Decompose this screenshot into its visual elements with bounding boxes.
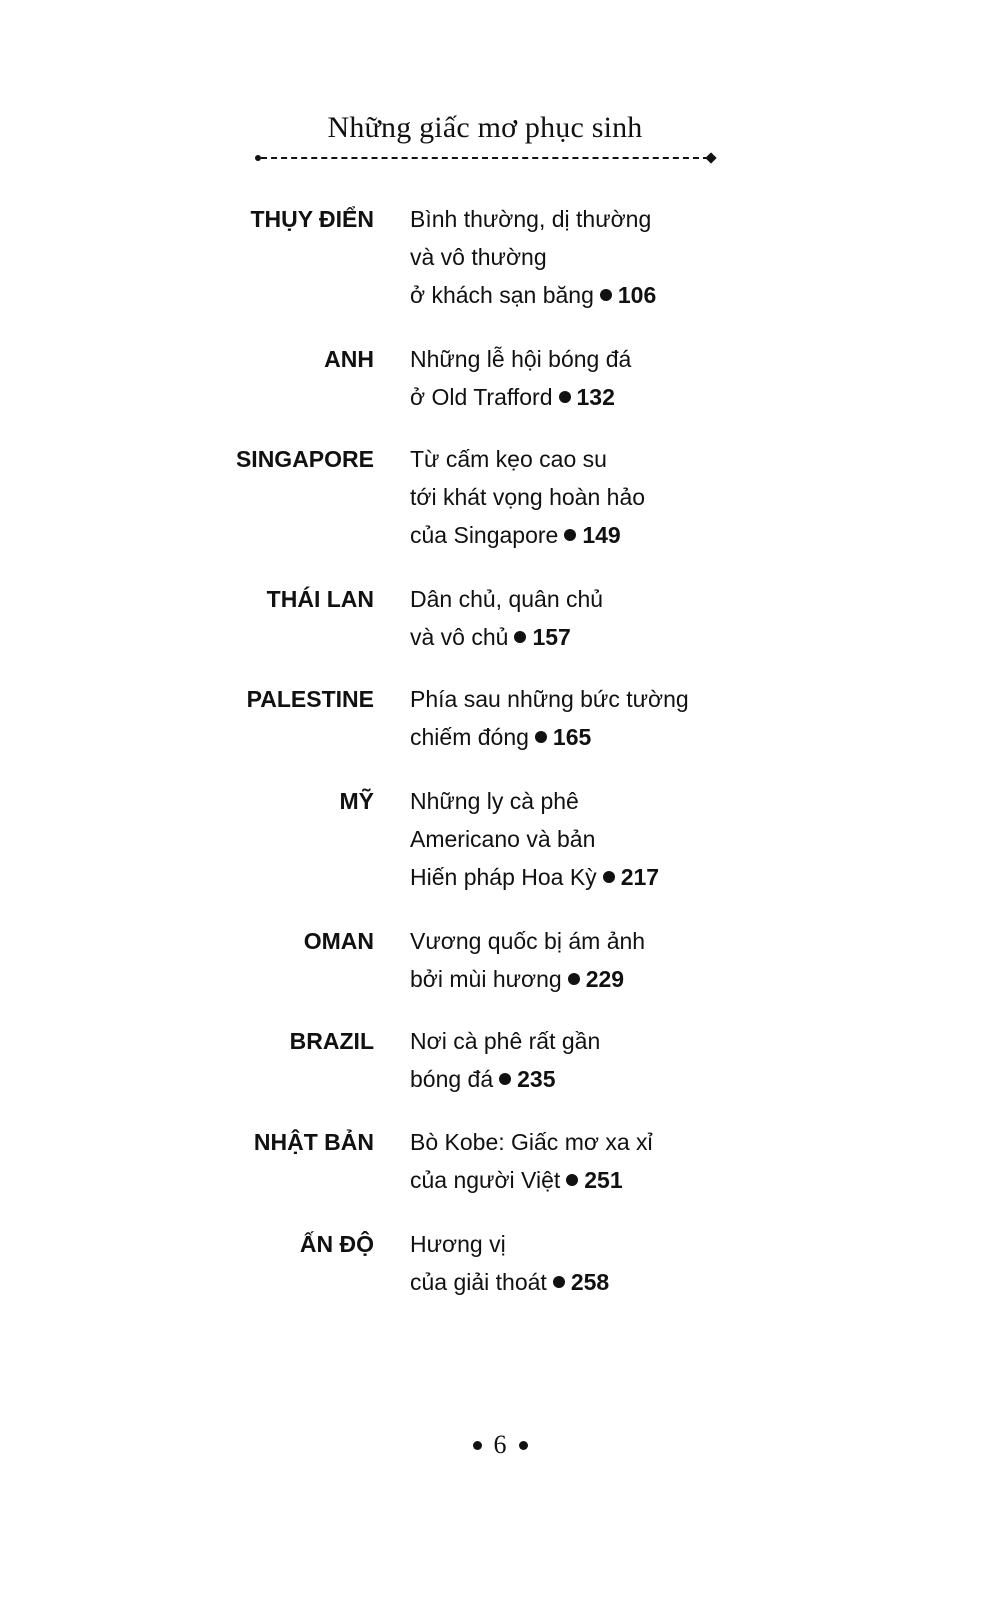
toc-title-line [410,1022,750,1060]
bullet-dot-icon [553,1276,565,1288]
toc-entry [200,580,750,656]
toc-entry [200,1022,750,1098]
footer-left-dot-icon [473,1441,482,1450]
toc-title-text: Vương quốc bị ám ảnh [410,928,646,954]
toc-title-text: Americano và bản [410,826,596,852]
toc-country: NHẬT BẢN [253,1129,374,1155]
bullet-dot-icon [600,289,612,301]
toc-title-line [410,1060,750,1098]
toc-title-line [410,858,750,896]
toc-title-text: Bò Kobe: Giấc mơ xa xỉ [410,1129,653,1155]
toc-title-line [410,378,750,416]
toc-title-line [410,718,750,756]
toc-title-text: bóng đá [410,1066,494,1092]
toc-title-text: ở Old Trafford [410,384,553,410]
toc-title-line [410,440,750,478]
toc-title-text: Dân chủ, quân chủ [410,586,604,612]
rule-dashed-line [261,157,709,159]
toc-title-text: và vô thường [410,244,547,270]
toc-title-line [410,200,750,238]
toc-entry [200,340,750,416]
toc-title-line [410,820,750,858]
toc-title-text: Từ cấm kẹo cao su [410,446,607,472]
bullet-dot-icon [559,391,571,403]
bullet-dot-icon [535,731,547,743]
toc-title-text: Những ly cà phê [410,788,579,814]
toc-title-text: Những lễ hội bóng đá [410,346,632,372]
toc-title-text: Phía sau những bức tường [410,686,689,712]
toc-chapter-title [410,782,750,896]
toc-page-number: 132 [576,384,615,410]
book-section-title: Những giấc mơ phục sinh [327,111,643,144]
toc-title-text: Hương vị [410,1231,506,1257]
toc-country: ẤN ĐỘ [299,1231,374,1257]
toc-chapter-title [410,1022,750,1098]
toc-country: OMAN [303,928,374,954]
toc-entry [200,200,750,314]
footer-right-dot-icon [519,1441,528,1450]
toc-entry [200,440,750,554]
toc-page-number: 149 [582,522,621,548]
running-header [255,108,715,162]
toc-page-number: 106 [617,282,657,308]
toc-chapter-title [410,1123,750,1199]
toc-title-line [410,1263,750,1301]
toc-title-text: của người Việt [410,1167,561,1193]
toc-title-line [410,782,750,820]
toc-title-line [410,1161,750,1199]
toc-page-number: 229 [585,966,625,992]
toc-chapter-title [410,680,750,756]
bullet-dot-icon [568,973,580,985]
page-footer [0,1425,1000,1465]
toc-page-number: 165 [552,724,592,750]
toc-country: THÁI LAN [266,586,374,612]
toc-title-text: Hiến pháp Hoa Kỳ [410,864,597,890]
toc-chapter-title [410,1225,750,1301]
toc-title-line [410,238,750,276]
toc-title-text: bởi mùi hương [410,966,562,992]
toc-title-text: và vô chủ [410,624,509,650]
toc-country: MỸ [339,788,374,814]
toc-title-line [410,1225,750,1263]
toc-chapter-title [410,922,750,998]
toc-entry [200,1123,750,1199]
toc-entry [200,782,750,896]
toc-country: ANH [324,346,374,372]
toc-title-text: của giải thoát [410,1269,547,1295]
bullet-dot-icon [603,871,615,883]
toc-country: SINGAPORE [235,446,374,472]
toc-country: THỤY ĐIỂN [250,206,374,232]
toc-country: PALESTINE [246,686,374,712]
toc-title-line [410,276,750,314]
rule-right-diamond-icon [705,152,716,163]
bullet-dot-icon [564,529,576,541]
toc-title-text: tới khát vọng hoàn hảo [410,484,646,510]
toc-title-text: ở khách sạn băng [410,282,594,308]
toc-page-number: 251 [584,1167,623,1193]
page-number: 6 [493,1430,507,1459]
toc-chapter-title [410,440,750,554]
bullet-dot-icon [566,1174,578,1186]
toc-entry [200,1225,750,1301]
toc-chapter-title [410,200,750,314]
toc-page-number: 235 [517,1066,556,1092]
toc-title-text: chiếm đóng [410,724,529,750]
toc-title-line [410,340,750,378]
toc-title-text: Nơi cà phê rất gần [410,1028,601,1054]
bullet-dot-icon [514,631,526,643]
toc-title-line [410,516,750,554]
toc-chapter-title [410,580,750,656]
toc-title-line [410,922,750,960]
toc-chapter-title [410,340,750,416]
toc-title-line [410,680,750,718]
toc-title-line [410,478,750,516]
toc-title-line [410,960,750,998]
toc-page-number: 217 [620,864,660,890]
header-dashed-rule [255,154,715,162]
toc-title-line [410,580,750,618]
toc-page-number: 258 [570,1269,610,1295]
toc-page-number: 157 [532,624,571,650]
toc-country: BRAZIL [289,1028,374,1054]
toc-entry [200,680,750,756]
bullet-dot-icon [499,1073,511,1085]
toc-title-line [410,1123,750,1161]
toc-entry [200,922,750,998]
toc-title-text: của Singapore [410,522,559,548]
toc-title-line [410,618,750,656]
toc-title-text: Bình thường, dị thường [410,206,652,232]
